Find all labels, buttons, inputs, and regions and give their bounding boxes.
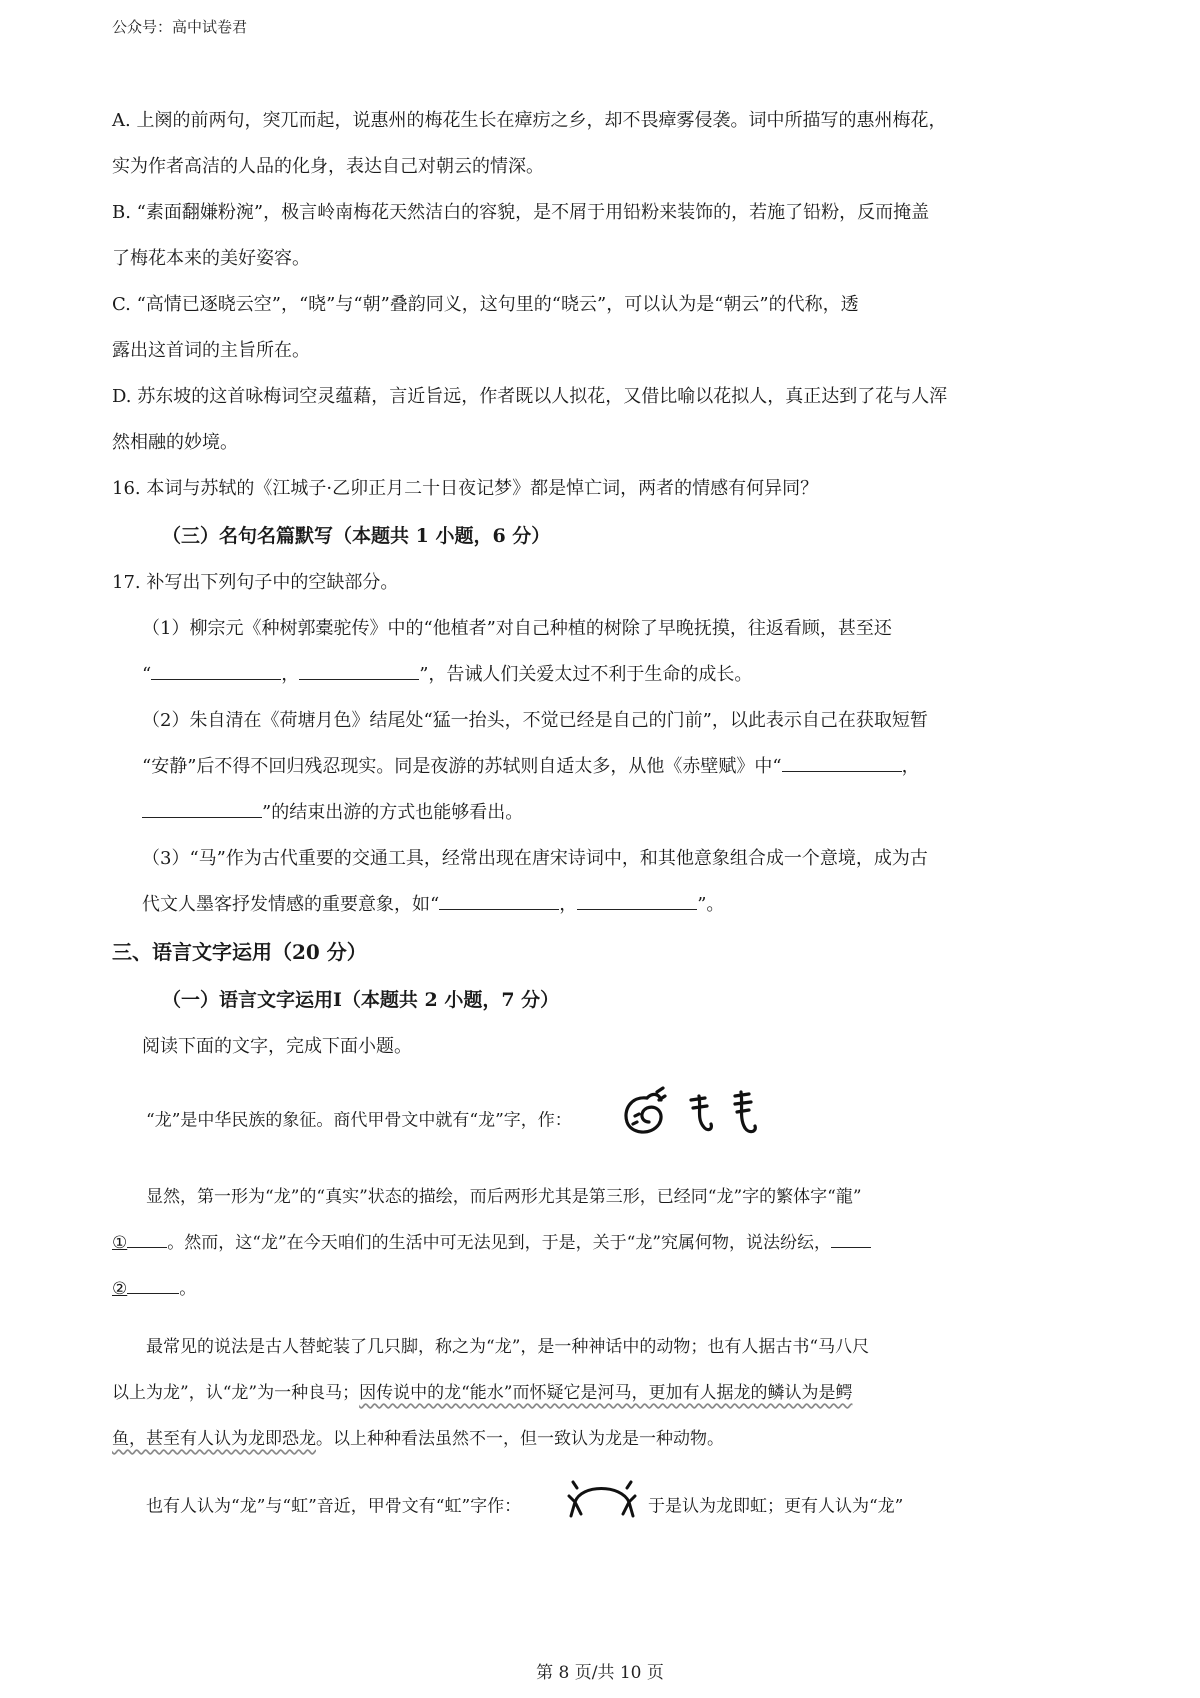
answer-blank[interactable]	[299, 661, 419, 680]
answer-blank[interactable]	[142, 799, 262, 818]
passage-paragraph-3-line1: 最常见的说法是古人替蛇装了几只脚，称之为“龙”，是一种神话中的动物；也有人据古书“马八尺	[146, 1337, 870, 1357]
option-d-line2: 然相融的妙境。	[112, 432, 238, 453]
passage-paragraph-2-line2	[112, 1220, 1097, 1266]
wavy-underlined-text: 因传说中的龙“能水”而怀疑它是河马，更加有人据龙的鳞认为是鳄	[359, 1383, 853, 1403]
passage-text: 也有人认为“龙”与“虹”音近，甲骨文有“虹”字作：	[146, 1496, 522, 1517]
option-a-line2: 实为作者高洁的人品的化身，表达自己对朝云的情深。	[112, 156, 544, 177]
wavy-underlined-text: 鱼，甚至有人认为龙即恐龙	[112, 1429, 316, 1449]
line-tail: ”，告诫人们关爱太过不利于生命的成长。	[419, 664, 753, 685]
passage-paragraph-3-line3	[112, 1416, 1097, 1462]
line-text: “安静”后不得不回归残忍现实。同是夜游的苏轼则自适太多，从他《赤壁赋》中“	[142, 756, 782, 777]
passage-paragraph-2-line1: 显然，第一形为“龙”的“真实”状态的描绘，而后两形尤其是第三形，已经同“龙”字的繁体字“龍”	[146, 1187, 862, 1207]
passage-paragraph-3-line2	[112, 1370, 1097, 1416]
page-content	[112, 98, 1097, 1538]
section-heading-dictation: （三）名句名篇默写（本题共 1 小题，6 分）	[162, 525, 551, 547]
q17-part2-line3	[112, 790, 1097, 836]
answer-blank[interactable]	[439, 891, 559, 910]
answer-blank[interactable]	[782, 753, 902, 772]
passage-paragraph-2-line3	[112, 1266, 1097, 1312]
blank-marker-2: ②	[112, 1279, 128, 1299]
section-three-heading: 三、语言文字运用（20 分）	[112, 940, 367, 964]
option-c-line1: C. “高情已逐晓云空”，“晓”与“朝”叠韵同义，这句里的“晓云”，可以认为是“朝云”的代称，透	[112, 294, 859, 315]
comma: ，	[281, 664, 300, 685]
passage-blank-1[interactable]	[127, 1229, 167, 1248]
answer-blank[interactable]	[577, 891, 697, 910]
option-b-line2: 了梅花本来的美好姿容。	[112, 248, 310, 269]
line-tail: ”。	[697, 894, 725, 915]
question-17-stem: 17. 补写出下列句子中的空缺部分。	[112, 572, 399, 593]
q17-part3-line1: （3）“马”作为古代重要的交通工具，经常出现在唐宋诗词中，和其他意象组合成一个意境，成为古	[142, 848, 928, 869]
page-number-footer: 第 8 页/共 10 页	[536, 1663, 664, 1683]
q17-part1-line2	[112, 652, 1097, 698]
passage-paragraph-4	[112, 1476, 1097, 1538]
section-three-sub-heading: （一）语言文字运用Ⅰ（本题共 2 小题，7 分）	[162, 989, 560, 1011]
passage-text: 以上为龙”，认“龙”为一种良马；	[112, 1383, 360, 1403]
passage-text: 。	[179, 1279, 197, 1299]
line-text: 代文人墨客抒发情感的重要意象，如“	[142, 894, 440, 915]
passage-text: 于是认为龙即虹；更有人认为“龙”	[647, 1496, 904, 1517]
q17-part2-line1: （2）朱自清在《荷塘月色》结尾处“猛一抬头，不觉已经是自己的门前”，以此表示自己在获取短暂	[142, 710, 928, 731]
passage-text: 。以上种种看法虽然不一，但一致认为龙是一种动物。	[316, 1429, 724, 1449]
source-header: 公众号：高中试卷君	[112, 18, 248, 36]
passage-text: 。然而，这“龙”在今天咱们的生活中可无法见到，于是，关于“龙”究属何物，说法纷纭，	[167, 1233, 832, 1253]
oracle-bone-rainbow-glyph-image	[533, 1476, 637, 1538]
oracle-bone-dragon-glyphs-image	[583, 1086, 767, 1156]
quote-open: “	[142, 664, 152, 685]
q17-part2-line2	[112, 744, 1097, 790]
option-a-line1: A. 上阕的前两句，突兀而起，说惠州的梅花生长在瘴疠之乡，却不畏瘴雾侵袭。词中所描写的惠州梅花，	[112, 110, 947, 131]
passage-text: “龙”是中华民族的象征。商代甲骨文中就有“龙”字，作：	[146, 1110, 572, 1131]
option-b-line1: B. “素面翻嫌粉涴”，极言岭南梅花天然洁白的容貌，是不屑于用铅粉来装饰的，若施了铅粉，反而掩盖	[112, 202, 930, 223]
q17-part1-line1: （1）柳宗元《种树郭橐驼传》中的“他植者”对自己种植的树除了早晚抚摸，往返看顾，甚至还	[142, 618, 892, 639]
answer-blank[interactable]	[151, 661, 281, 680]
reading-instruction: 阅读下面的文字，完成下面小题。	[142, 1036, 412, 1057]
option-c-line2: 露出这首词的主旨所在。	[112, 340, 310, 361]
question-16: 16. 本词与苏轼的《江城子·乙卯正月二十日夜记梦》都是悼亡词，两者的情感有何异同？	[112, 478, 819, 499]
line-tail: ”的结束出游的方式也能够看出。	[262, 802, 524, 823]
comma: ，	[559, 894, 578, 915]
comma: ，	[901, 756, 920, 777]
blank-marker-1: ①	[112, 1233, 128, 1253]
q17-part3-line2	[112, 882, 1097, 928]
passage-blank-2[interactable]	[127, 1275, 179, 1294]
passage-paragraph-1	[112, 1086, 1097, 1156]
option-d-line1: D. 苏东坡的这首咏梅词空灵蕴藉，言近旨远，作者既以人拟花，又借比喻以花拟人，真正达到了花与人浑	[112, 386, 948, 407]
passage-blank-2-start[interactable]	[831, 1229, 871, 1248]
